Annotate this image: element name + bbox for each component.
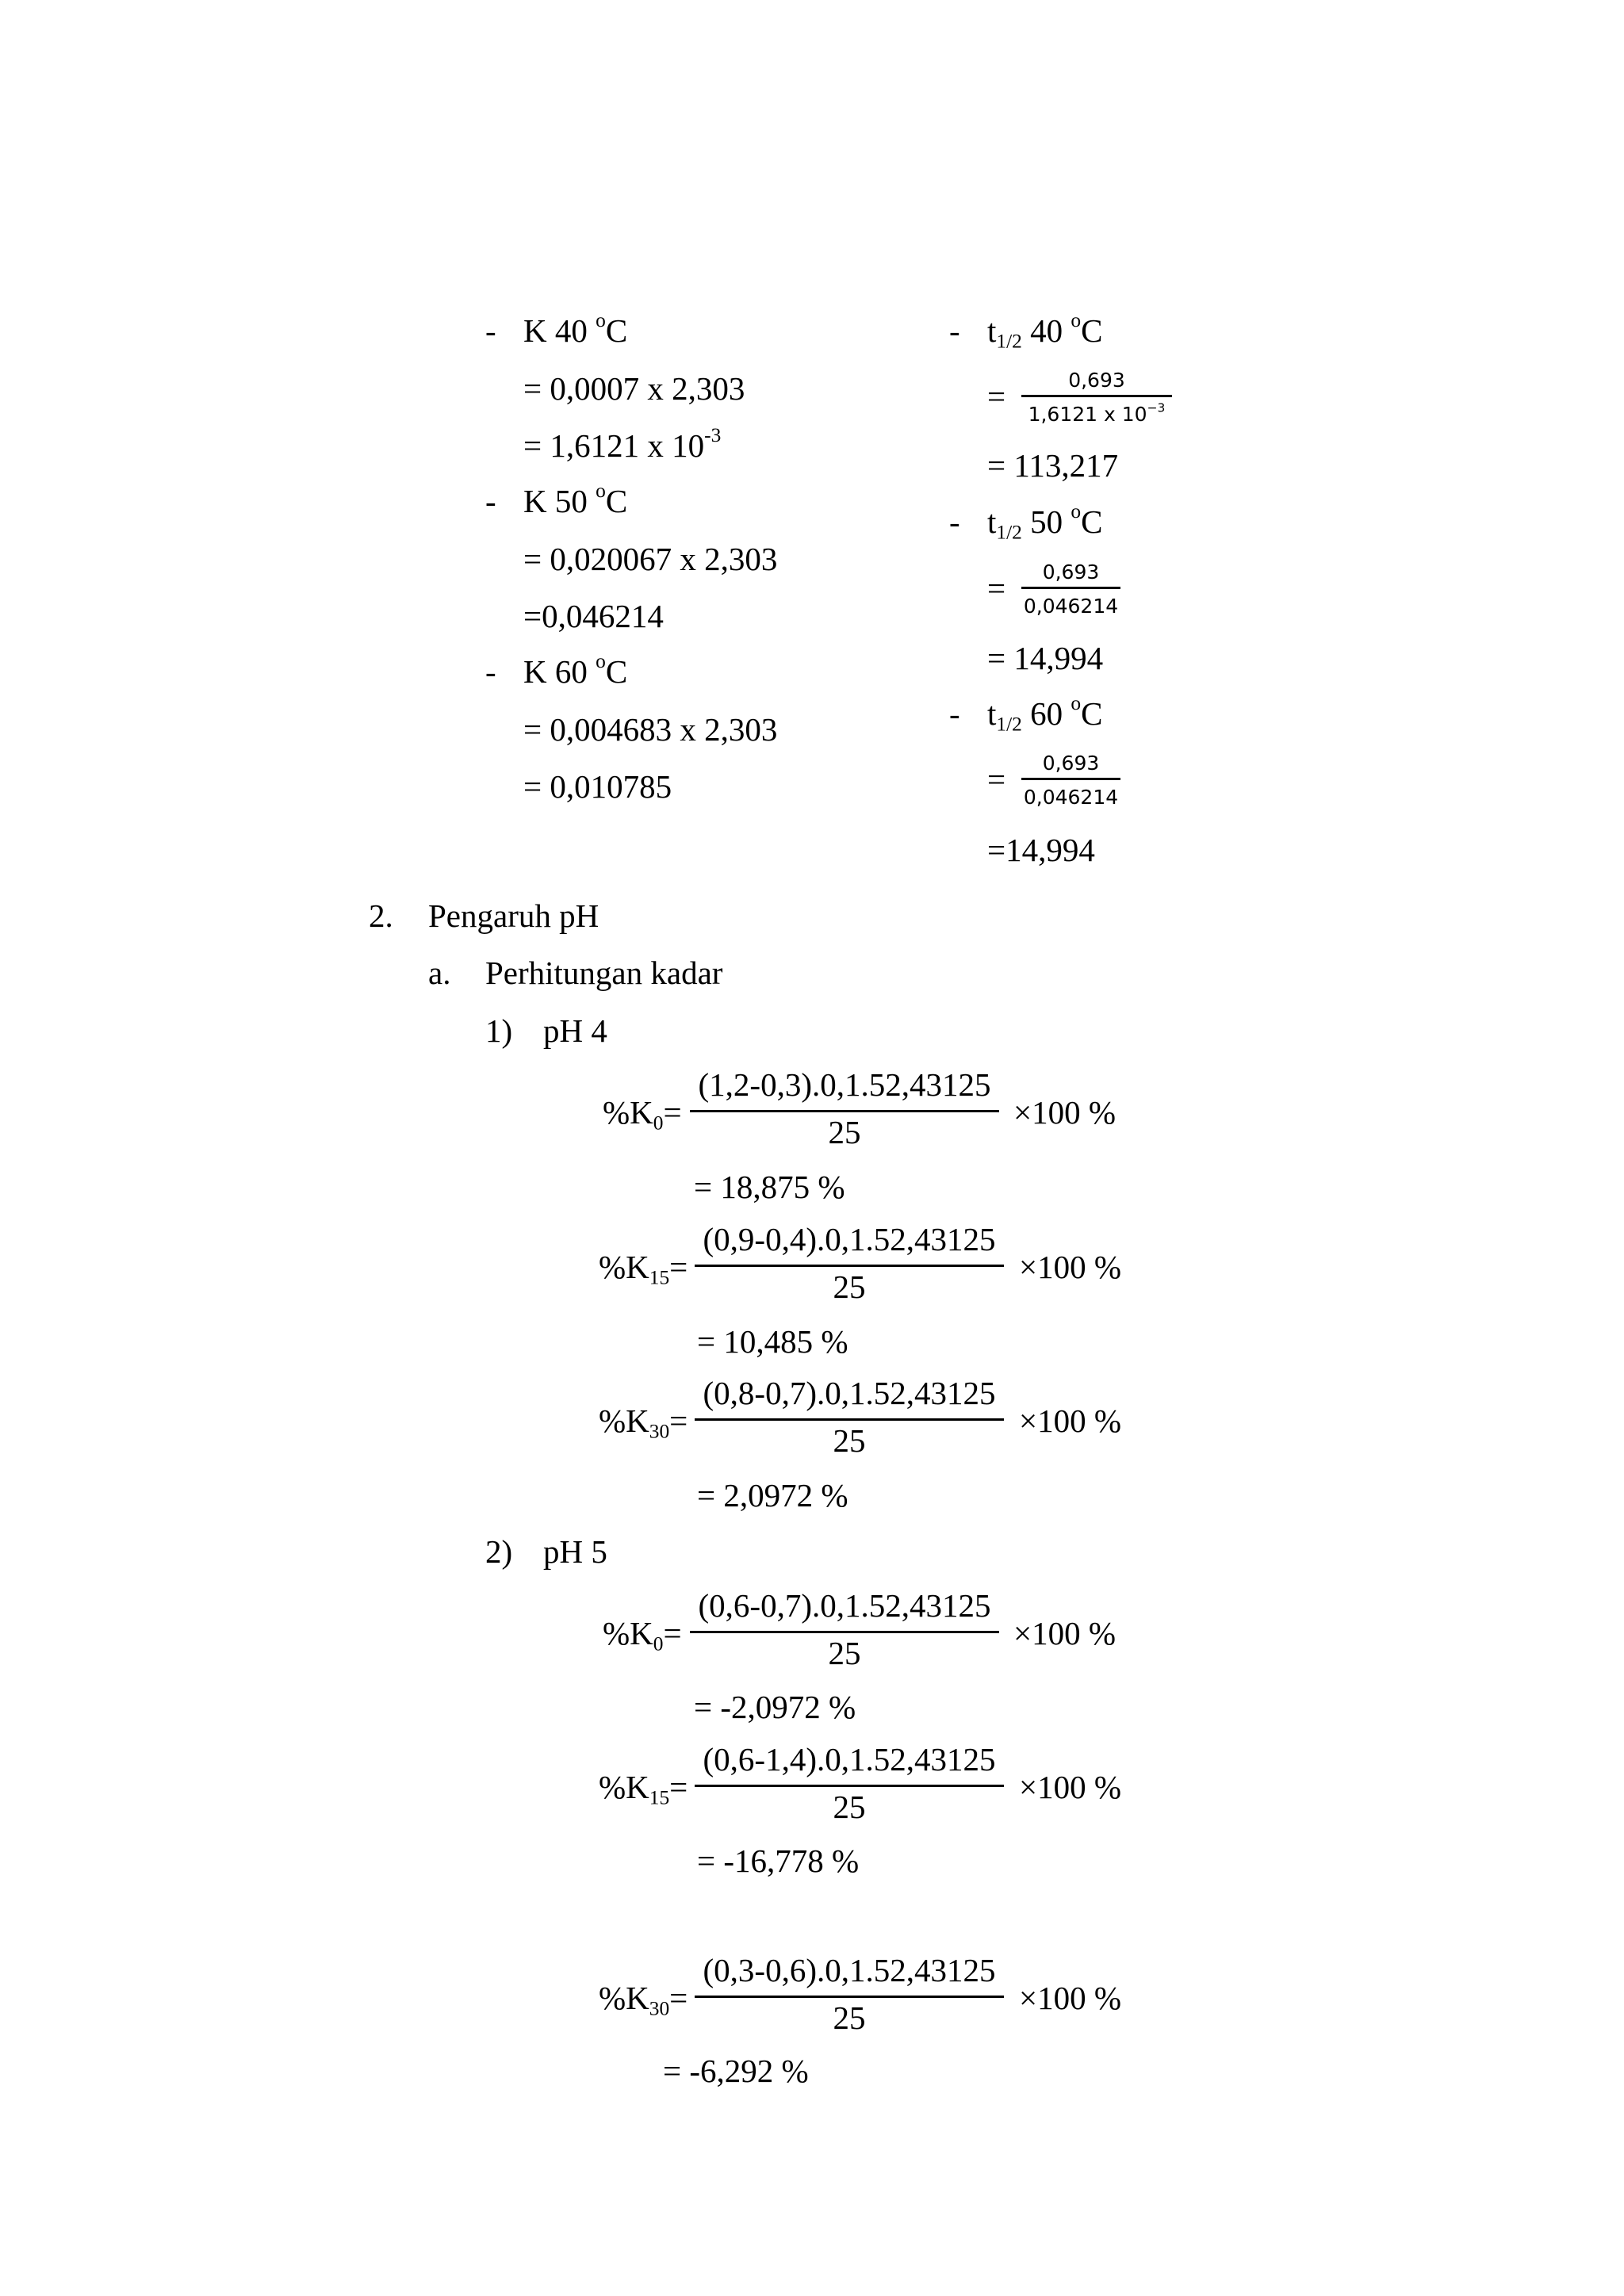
formula-result: = -6,292 % <box>663 2053 809 2089</box>
formula-numerator: (0,9-0,4).0,1.52,43125 <box>703 1221 996 1257</box>
k50-heading: K 50 $^o$C <box>523 479 628 519</box>
fraction-bar <box>1021 587 1120 589</box>
k40-heading: K 40 $^o$C <box>523 308 628 349</box>
subsection-letter: a. <box>428 955 451 991</box>
formula-multiplier: ×100 % <box>1019 1980 1122 2016</box>
bullet-dash: - <box>485 483 496 519</box>
t60-result: =14,994 <box>987 832 1095 868</box>
k60-heading: K 60 $^o$C <box>523 649 628 690</box>
t60-numerator: 0,693 <box>1042 752 1100 775</box>
t50-numerator: 0,693 <box>1042 561 1100 584</box>
formula-denominator: 25 <box>828 1635 861 1671</box>
formula-result: = 18,875 % <box>694 1169 845 1205</box>
formula-lhs: $\%K_{30}=$ <box>599 1402 688 1443</box>
t60-heading: $t_{1/2}$ 60 $^o$C <box>987 691 1103 736</box>
section-title: Pengaruh pH <box>428 897 599 934</box>
equals-sign: = <box>987 761 1006 798</box>
t50-denominator: 0,046214 <box>1023 595 1119 618</box>
t40-denominator: 1,6121 x $10^{-3}$ <box>1028 400 1166 426</box>
formula-multiplier: ×100 % <box>1013 1615 1116 1651</box>
k60-calc: = 0,004683 x 2,303 <box>523 711 778 748</box>
k50-calc: = 0,020067 x 2,303 <box>523 541 778 577</box>
list-number: 2) <box>485 1533 513 1570</box>
k60-result: = 0,010785 <box>523 768 672 805</box>
formula-multiplier: ×100 % <box>1019 1249 1122 1285</box>
list-number: 1) <box>485 1012 513 1049</box>
subsection-title: Perhitungan kadar <box>485 955 723 991</box>
formula-numerator: (0,6-0,7).0,1.52,43125 <box>698 1587 991 1624</box>
fraction-bar <box>695 1996 1004 1998</box>
formula-denominator: 25 <box>833 1999 866 2036</box>
ph4-heading: pH 4 <box>543 1012 607 1049</box>
fraction-bar <box>1021 778 1120 780</box>
formula-numerator: (0,6-1,4).0,1.52,43125 <box>703 1741 996 1777</box>
formula-lhs: $\%K_0=$ <box>603 1094 682 1135</box>
fraction-bar <box>695 1418 1004 1421</box>
t40-result: = 113,217 <box>987 447 1119 484</box>
formula-numerator: (1,2-0,3).0,1.52,43125 <box>698 1066 991 1103</box>
section-number: 2. <box>369 897 393 934</box>
t40-heading: $t_{1/2}$ 40 $^o$C <box>987 308 1103 353</box>
bullet-dash: - <box>485 312 496 349</box>
formula-lhs: $\%K_0=$ <box>603 1615 682 1655</box>
formula-denominator: 25 <box>833 1269 866 1305</box>
equals-sign: = <box>987 378 1006 415</box>
formula-result: = 2,0972 % <box>697 1477 848 1513</box>
formula-multiplier: ×100 % <box>1013 1094 1116 1131</box>
ph5-heading: pH 5 <box>543 1533 607 1570</box>
formula-result: = -2,0972 % <box>694 1689 856 1725</box>
t60-denominator: 0,046214 <box>1023 786 1119 809</box>
bullet-dash: - <box>949 695 960 732</box>
bullet-dash: - <box>485 653 496 690</box>
formula-result: = -16,778 % <box>697 1843 860 1879</box>
formula-lhs: $\%K_{15}=$ <box>599 1769 688 1809</box>
t50-result: = 14,994 <box>987 640 1104 676</box>
t40-numerator: 0,693 <box>1068 369 1125 392</box>
formula-denominator: 25 <box>828 1114 861 1150</box>
fraction-bar <box>690 1110 999 1112</box>
fraction-bar <box>695 1265 1004 1267</box>
bullet-dash: - <box>949 503 960 540</box>
fraction-bar <box>690 1631 999 1633</box>
formula-numerator: (0,3-0,6).0,1.52,43125 <box>703 1952 996 1988</box>
formula-result: = 10,485 % <box>697 1323 848 1360</box>
k50-result: =0,046214 <box>523 598 664 634</box>
formula-multiplier: ×100 % <box>1019 1402 1122 1439</box>
formula-lhs: $\%K_{30}=$ <box>599 1980 688 2020</box>
fraction-bar <box>695 1785 1004 1787</box>
fraction-bar <box>1021 395 1172 397</box>
t50-heading: $t_{1/2}$ 50 $^o$C <box>987 499 1103 544</box>
formula-denominator: 25 <box>833 1422 866 1459</box>
k40-calc: = 0,0007 x 2,303 <box>523 370 745 407</box>
bullet-dash: - <box>949 312 960 349</box>
formula-denominator: 25 <box>833 1789 866 1825</box>
formula-lhs: $\%K_{15}=$ <box>599 1249 688 1289</box>
formula-multiplier: ×100 % <box>1019 1769 1122 1805</box>
k40-result: = 1,6121 x $10^{-3}$ <box>523 423 722 464</box>
equals-sign: = <box>987 570 1006 607</box>
formula-numerator: (0,8-0,7).0,1.52,43125 <box>703 1375 996 1411</box>
